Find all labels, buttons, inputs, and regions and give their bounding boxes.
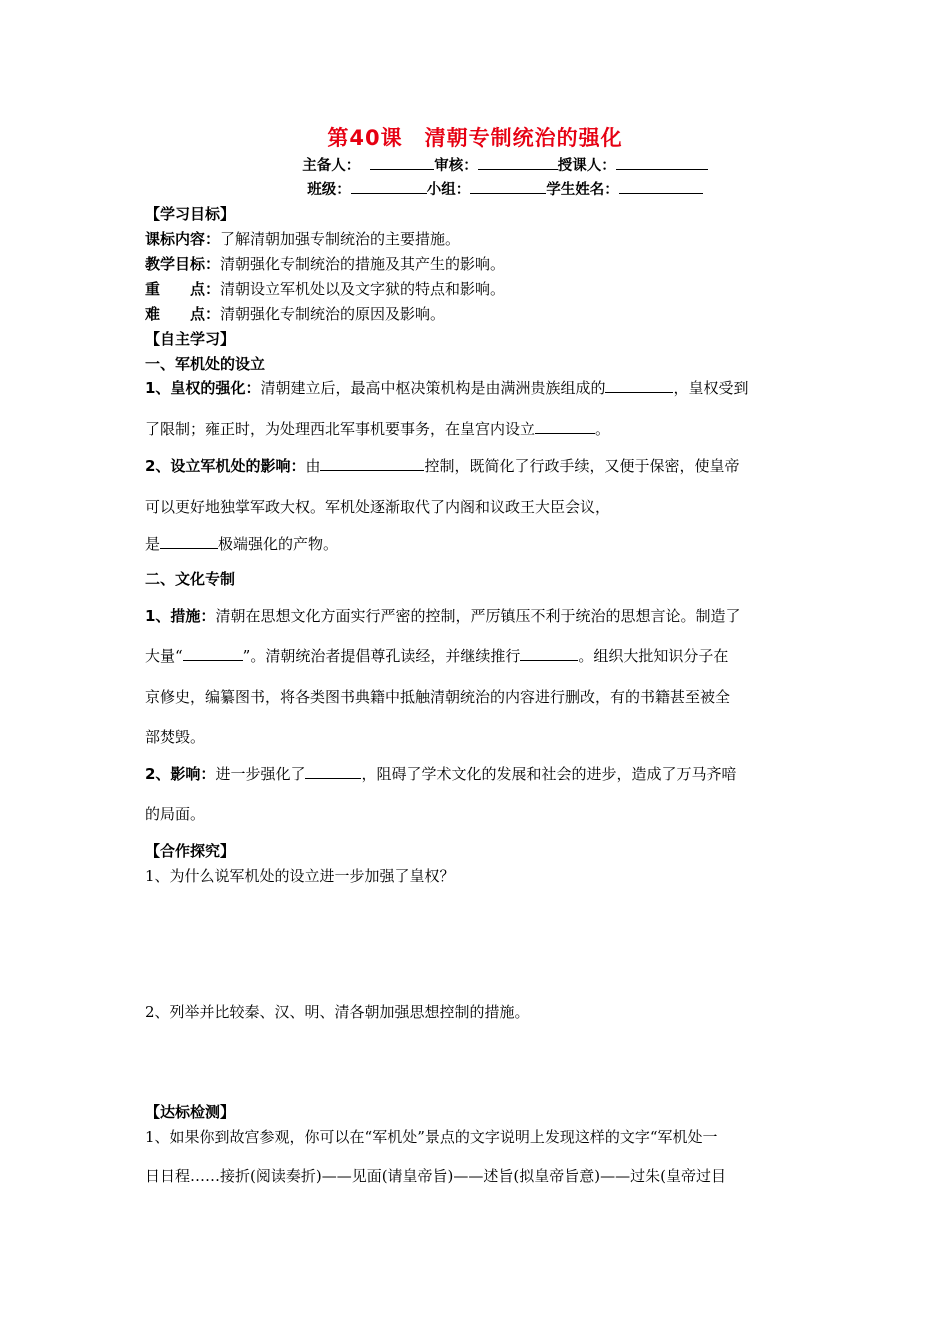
item4-line2: 的局面。 [145,805,206,823]
curriculum-text: 了解清朝加强专制统治的主要措施。 [220,230,461,248]
preparer-blank[interactable] [370,155,434,170]
item3-text-d: 。组织大批知识分子在 [578,647,729,665]
item2-text-a: 由 [305,457,321,475]
item1-blank1[interactable] [605,378,673,393]
item2-text-b: 控制，既简化了行政手续，又便于保密，使皇帝 [424,457,740,475]
teaching-label: 教学目标： [145,255,221,273]
item2-blank2[interactable] [160,534,218,549]
section2-heading: 二、文化专制 [145,570,236,588]
test-q1-line2: 日日程……接折(阅读奏折)——见面(请皇帝旨)——述旨(拟皇帝旨意)——过朱(皇帝过目 [145,1167,726,1185]
key-row [145,278,505,299]
item2-text-d: 是 [145,535,161,553]
inquiry-q2: 2、列举并比较秦、汉、明、清各朝加强思想控制的措施。 [145,1003,530,1021]
preparer-label: 主备人： [302,158,361,174]
item4-blank[interactable] [305,764,361,779]
teacher-label: 授课人： [557,158,616,174]
student-blank[interactable] [619,179,703,194]
key-text: 清朝设立军机处以及文字狱的特点和影响。 [220,280,506,298]
inquiry-heading: 【合作探究】 [145,842,236,860]
group-blank[interactable] [470,179,546,194]
item3-line1 [145,605,740,626]
item3-text-a: 清朝在思想文化方面实行严密的控制，严厉镇压不利于统治的思想言论。制造了 [215,607,741,625]
reviewer-label: 审核： [434,158,478,174]
difficult-label: 难 点： [145,305,221,323]
teaching-text: 清朝强化专制统治的措施及其产生的影响。 [220,255,506,273]
lesson-number: 第40课 [327,126,403,150]
item4-line1 [145,763,736,784]
item1-blank2[interactable] [535,419,595,434]
item1-line1 [145,377,748,398]
reviewer-blank[interactable] [478,155,558,170]
curriculum-row [145,228,460,249]
teaching-row [145,253,505,274]
teacher-blank[interactable] [616,155,708,170]
item1-label: 1、皇权的强化： [145,379,261,397]
item4-text-b: ，阻碍了学术文化的发展和社会的进步，造成了万马齐喑 [361,765,737,783]
item1-text-c: 了限制；雍正时，为处理西北军事机要事务，在皇宫内设立 [145,420,536,438]
item1-text-d: 。 [595,420,611,438]
difficult-row [145,303,445,324]
student-label: 学生姓名： [546,182,619,198]
meta-line-2 [0,178,950,199]
inquiry-q1: 1、为什么说军机处的设立进一步加强了皇权？ [145,867,455,885]
group-label: 小组： [426,182,471,198]
item2-line2: 可以更好地独掌军政大权。军机处逐渐取代了内阁和议政王大臣会议， [145,498,611,516]
item2-blank1[interactable] [320,456,424,471]
key-label: 重 点： [145,280,221,298]
item1-line2 [145,418,610,439]
class-blank[interactable] [351,179,427,194]
difficult-text: 清朝强化专制统治的原因及影响。 [220,305,446,323]
section1-heading: 一、军机处的设立 [145,355,266,373]
lesson-title [0,122,950,152]
item3-label: 1、措施： [145,607,216,625]
curriculum-label: 课标内容： [145,230,221,248]
item2-line1 [145,455,739,476]
meta-line-1 [0,154,950,175]
self-study-heading: 【自主学习】 [145,330,236,348]
lesson-name: 清朝专制统治的强化 [424,126,623,150]
goals-heading: 【学习目标】 [145,205,236,223]
item2-label: 2、设立军机处的影响： [145,457,306,475]
item3-line2 [145,645,728,666]
class-label: 班级： [307,182,351,198]
item4-label: 2、影响： [145,765,216,783]
item4-text-a: 进一步强化了 [215,765,306,783]
item3-text-c: ”。清朝统治者提倡尊孔读经，并继续推行 [242,647,521,665]
item3-text-b: 大量“ [145,647,183,665]
test-q1-line1: 1、如果你到故宫参观，你可以在“军机处”景点的文字说明上发现这样的文字“军机处一 [145,1128,718,1146]
test-heading: 【达标检测】 [145,1103,236,1121]
item3-line3: 京修史，编纂图书，将各类图书典籍中抵触清朝统治的内容进行删改，有的书籍甚至被全 [145,688,731,706]
item2-line3 [145,533,338,554]
item1-text-a: 清朝建立后，最高中枢决策机构是由满洲贵族组成的 [260,379,606,397]
item3-blank2[interactable] [520,646,578,661]
item1-text-b: ，皇权受到 [673,379,749,397]
item3-line4: 部焚毁。 [145,728,206,746]
item2-text-e: 极端强化的产物。 [218,535,339,553]
item3-blank1[interactable] [183,646,243,661]
